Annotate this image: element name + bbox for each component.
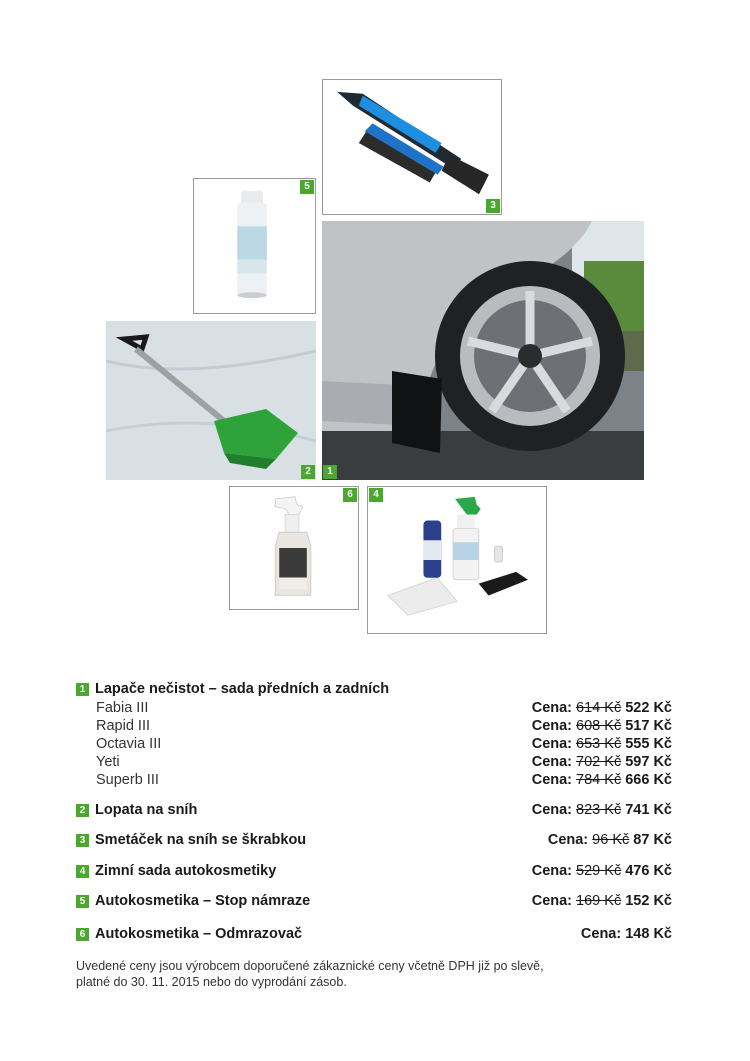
car-wheel-icon — [322, 221, 644, 480]
variant-name: Fabia III — [96, 700, 149, 716]
product-list — [76, 679, 672, 789]
photo-badge: 2 — [301, 465, 315, 479]
list-item — [76, 800, 672, 820]
photo-spray-can — [193, 178, 316, 314]
snow-brush-icon — [323, 80, 501, 214]
price: Cena: 702 Kč 597 Kč — [531, 754, 672, 770]
variant-name: Octavia III — [96, 736, 162, 752]
old-price: 614 Kč — [576, 700, 622, 716]
item-title: Lapače nečistot – sada předních a zadních — [95, 681, 390, 697]
item-title: Lopata na sníh — [95, 802, 198, 818]
variant-row — [76, 753, 672, 771]
new-price: 148 Kč — [625, 926, 672, 942]
photo-badge: 6 — [343, 488, 357, 502]
item-number-badge: 1 — [76, 683, 89, 696]
item-number-badge: 6 — [76, 928, 89, 941]
list-item — [76, 924, 672, 944]
photo-badge: 5 — [300, 180, 314, 194]
list-item — [76, 891, 672, 911]
item-title: Autokosmetika – Odmrazovač — [95, 926, 303, 942]
variant-row — [76, 717, 672, 735]
photo-snow-shovel — [106, 321, 316, 480]
item-number-badge: 2 — [76, 804, 89, 817]
item-title: Autokosmetika – Stop námraze — [95, 893, 311, 909]
footnote — [76, 958, 676, 990]
variant-row — [76, 771, 672, 789]
price: Cena: 148 Kč — [580, 926, 672, 942]
item-number-badge: 5 — [76, 895, 89, 908]
item-number-badge: 3 — [76, 834, 89, 847]
item-title: Zimní sada autokosmetiky — [95, 863, 277, 879]
photo-car-mudflap — [322, 221, 644, 480]
new-price: 152 Kč — [625, 893, 672, 909]
price: Cena: 608 Kč 517 Kč — [531, 718, 672, 734]
photo-badge: 4 — [369, 488, 383, 502]
variant-name: Yeti — [96, 754, 120, 770]
old-price: 784 Kč — [576, 772, 622, 788]
new-price: 87 Kč — [633, 832, 672, 848]
photo-defroster — [229, 486, 359, 610]
new-price: 555 Kč — [625, 736, 672, 752]
old-price: 169 Kč — [576, 893, 622, 909]
new-price: 517 Kč — [625, 718, 672, 734]
variant-row — [76, 699, 672, 717]
item-number-badge: 4 — [76, 865, 89, 878]
photo-badge: 3 — [486, 199, 500, 213]
variant-name: Superb III — [96, 772, 159, 788]
price: Cena: 823 Kč 741 Kč — [531, 802, 672, 818]
variant-name: Rapid III — [96, 718, 150, 734]
price: Cena: 529 Kč 476 Kč — [531, 863, 672, 879]
price: Cena: 784 Kč 666 Kč — [531, 772, 672, 788]
photo-badge: 1 — [323, 465, 337, 479]
new-price: 666 Kč — [625, 772, 672, 788]
item-title: Smetáček na sníh se škrabkou — [95, 832, 307, 848]
variant-row — [76, 735, 672, 753]
old-price: 529 Kč — [576, 863, 622, 879]
photo-snow-brush — [322, 79, 502, 215]
old-price: 702 Kč — [576, 754, 622, 770]
price: Cena: 614 Kč 522 Kč — [531, 700, 672, 716]
list-item — [76, 861, 672, 881]
price: Cena: 653 Kč 555 Kč — [531, 736, 672, 752]
list-item — [76, 830, 672, 850]
old-price: 823 Kč — [576, 802, 622, 818]
price: Cena: 169 Kč 152 Kč — [531, 893, 672, 909]
spray-can-icon — [194, 179, 315, 313]
spray-bottle-icon — [230, 487, 358, 609]
old-price: 96 Kč — [592, 832, 630, 848]
footnote-line: platné do 30. 11. 2015 nebo do vyprodání zásob. — [76, 975, 347, 989]
footnote-line: Uvedené ceny jsou výrobcem doporučené zákaznické ceny včetně DPH již po slevě, — [76, 959, 544, 973]
winter-kit-icon — [368, 487, 546, 633]
photo-winter-kit — [367, 486, 547, 634]
list-item — [76, 679, 672, 699]
old-price: 608 Kč — [576, 718, 622, 734]
price: Cena: 96 Kč 87 Kč — [547, 832, 672, 848]
snow-shovel-icon — [106, 321, 316, 480]
new-price: 476 Kč — [625, 863, 672, 879]
old-price: 653 Kč — [576, 736, 622, 752]
new-price: 522 Kč — [625, 700, 672, 716]
new-price: 741 Kč — [625, 802, 672, 818]
new-price: 597 Kč — [625, 754, 672, 770]
